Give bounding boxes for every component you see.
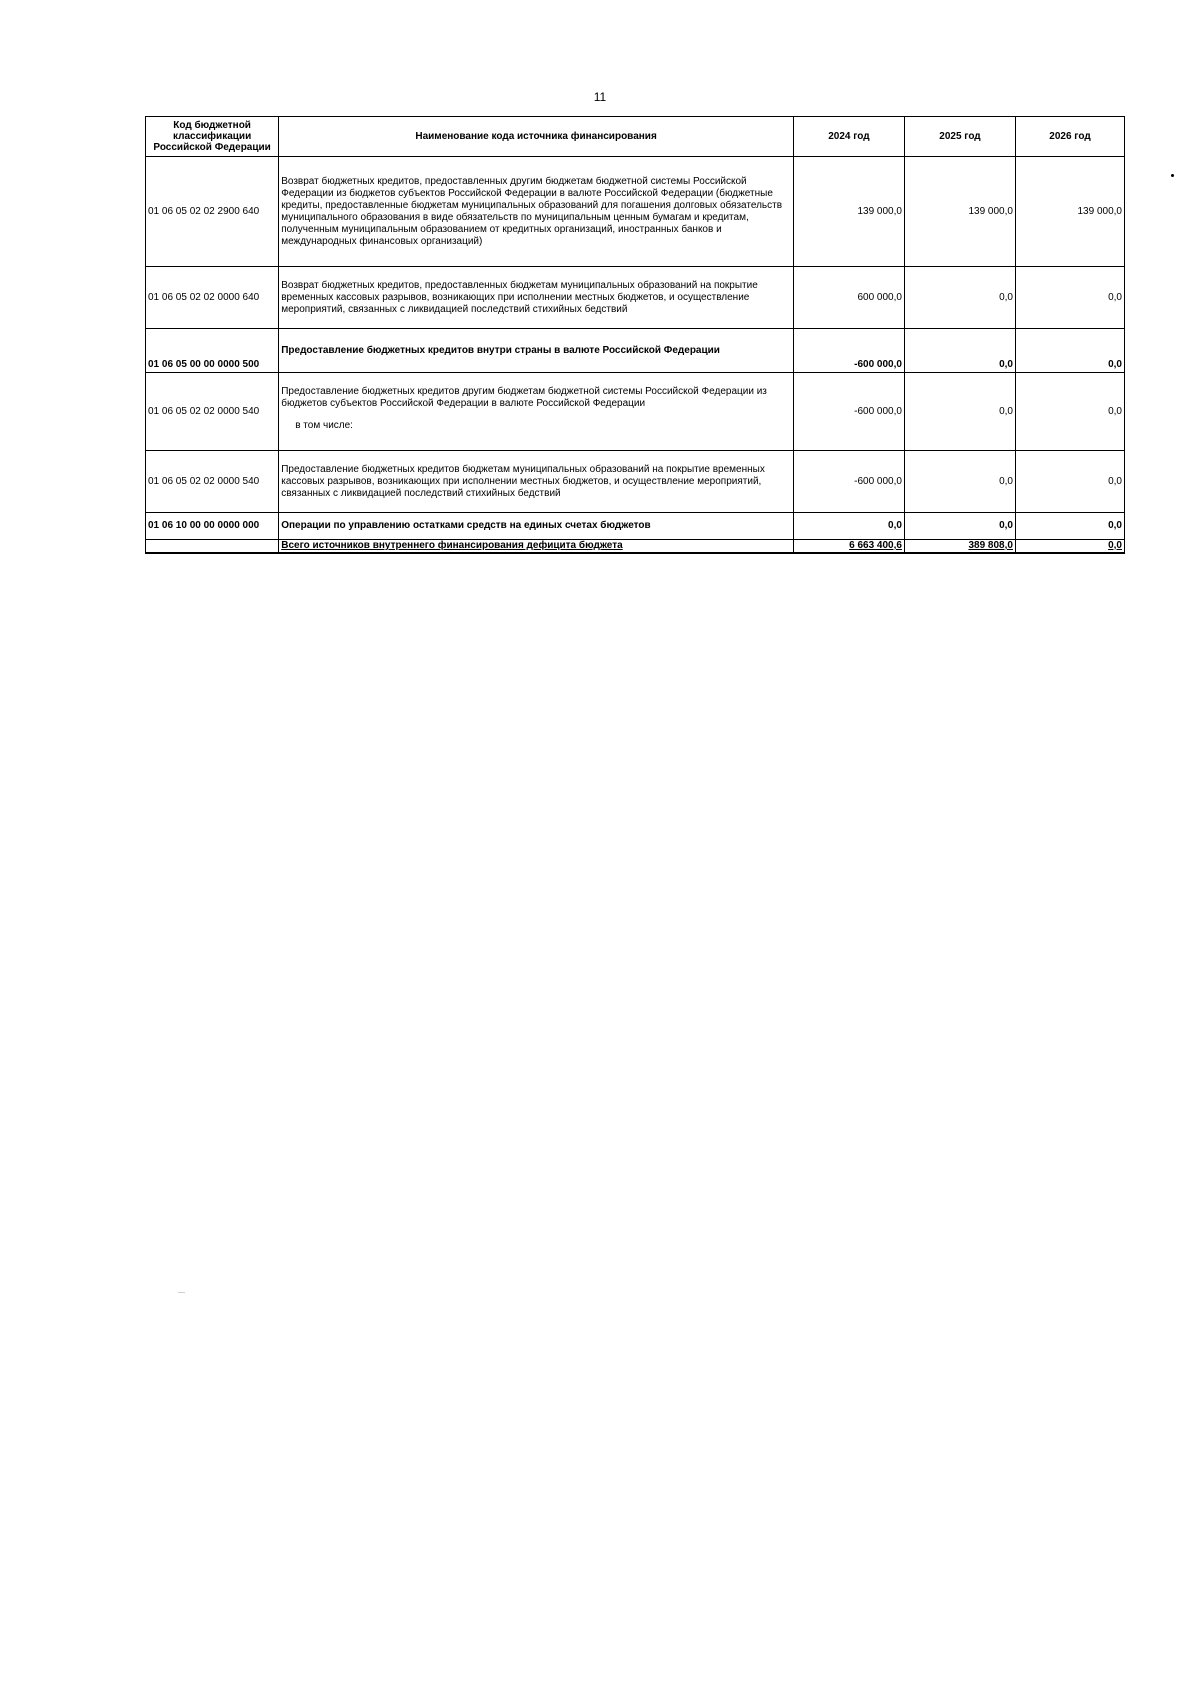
- row-value-2024: -600 000,0: [793, 451, 904, 513]
- row-name: Возврат бюджетных кредитов, предоставленных бюджетам муниципальных образований на покрытие временных кассовых разрывов, возникающих при исполнении местных бюджетов, и осуществление мероприятий, связанных с ликвидацией последствий стихийных бедствий: [279, 267, 794, 329]
- row-value-2026: 0,0: [1015, 373, 1124, 451]
- table-header-row: [146, 117, 1125, 157]
- row-value-2024: -600 000,0: [793, 373, 904, 451]
- table-row: [146, 373, 1125, 451]
- row-code: 01 06 10 00 00 0000 000: [146, 513, 279, 540]
- table-row: [146, 267, 1125, 329]
- row-code: 01 06 05 00 00 0000 500: [146, 329, 279, 373]
- row-code: 01 06 05 02 02 0000 540: [146, 373, 279, 451]
- row-code: 01 06 05 02 02 0000 540: [146, 451, 279, 513]
- row-code: 01 06 05 02 02 0000 640: [146, 267, 279, 329]
- header-2026: 2026 год: [1015, 117, 1124, 157]
- row-value-2024: -600 000,0: [793, 329, 904, 373]
- row-value-2025: 139 000,0: [904, 157, 1015, 267]
- row-code: 01 06 05 02 02 2900 640: [146, 157, 279, 267]
- scan-artifact-mark: [178, 1292, 185, 1293]
- table-row: [146, 513, 1125, 540]
- row-value-2024: 139 000,0: [793, 157, 904, 267]
- header-name: Наименование кода источника финансирования: [279, 117, 794, 157]
- row-value-2026: 0,0: [1015, 451, 1124, 513]
- row-value-2026: 0,0: [1015, 329, 1124, 373]
- row-name: Возврат бюджетных кредитов, предоставленных другим бюджетам бюджетной системы Российской Федерации из бюджетов субъектов Российской Федерации в валюте Российской Федерации (бюджетные кредиты, предоставленные бюджетам муниципальных образований для погашения долговых обязательств муниципального образования в виде обязательств по муниципальным ценным бумагам и кредитам, полученным муниципальным образованием от кредитных организаций, иностранных банков и международных финансовых организаций): [279, 157, 794, 267]
- table-total-row: [146, 540, 1125, 554]
- row-value-2024: 0,0: [793, 513, 904, 540]
- budget-sources-table: [145, 116, 1125, 554]
- row-name: Предоставление бюджетных кредитов бюджетам муниципальных образований на покрытие временных кассовых разрывов, возникающих при исполнении местных бюджетов, и осуществление мероприятий, связанных с ликвидацией последствий стихийных бедствий: [279, 451, 794, 513]
- row-value-2025: 0,0: [904, 267, 1015, 329]
- row-subnote: в том числе:: [295, 419, 353, 431]
- table-row: [146, 451, 1125, 513]
- row-value-2025: 0,0: [904, 373, 1015, 451]
- row-value-2026: 0,0: [1015, 267, 1124, 329]
- row-value-2025: 0,0: [904, 329, 1015, 373]
- row-name-cell: [279, 373, 794, 451]
- header-2024: 2024 год: [793, 117, 904, 157]
- total-value-2026: 0,0: [1015, 540, 1124, 554]
- row-name: Операции по управлению остатками средств на единых счетах бюджетов: [279, 513, 794, 540]
- stray-dot-mark: [1171, 174, 1174, 177]
- row-name: Предоставление бюджетных кредитов внутри страны в валюте Российской Федерации: [279, 329, 794, 373]
- header-2025: 2025 год: [904, 117, 1015, 157]
- header-code: Код бюджетной классификации Российской Федерации: [146, 117, 279, 157]
- total-code: [146, 540, 279, 554]
- row-value-2026: 139 000,0: [1015, 157, 1124, 267]
- row-value-2025: 0,0: [904, 513, 1015, 540]
- total-name: Всего источников внутреннего финансирования дефицита бюджета: [279, 540, 794, 554]
- row-value-2026: 0,0: [1015, 513, 1124, 540]
- row-value-2025: 0,0: [904, 451, 1015, 513]
- total-value-2025: 389 808,0: [904, 540, 1015, 554]
- row-value-2024: 600 000,0: [793, 267, 904, 329]
- table-row: [146, 157, 1125, 267]
- row-name: Предоставление бюджетных кредитов другим бюджетам бюджетной системы Российской Федерации из бюджетов субъектов Российской Федерации в валюте Российской Федерации: [281, 385, 767, 409]
- page-number: 11: [593, 90, 607, 104]
- total-value-2024: 6 663 400,6: [793, 540, 904, 554]
- table-row: [146, 329, 1125, 373]
